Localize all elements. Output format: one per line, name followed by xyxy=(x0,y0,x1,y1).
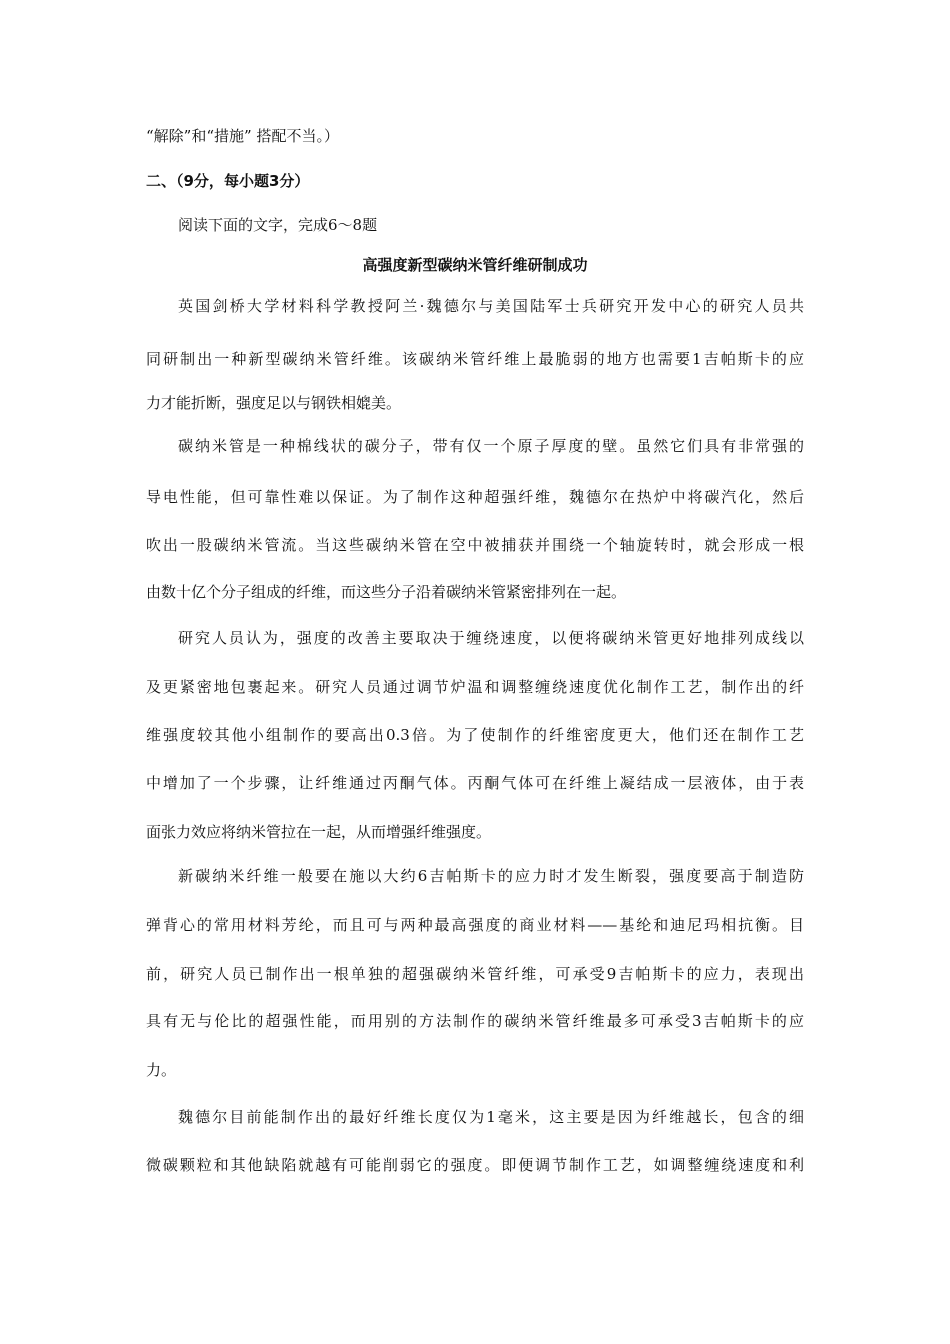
paragraph-line: 面张力效应将纳米管拉在一起，从而增强纤维强度。 xyxy=(146,823,492,841)
instruction-line: 阅读下面的文字，完成6～8题 xyxy=(178,216,378,234)
paragraph-line: 研究人员认为，强度的改善主要取决于缠绕速度，以便将碳纳米管更好地排列成线以 xyxy=(178,629,804,647)
paragraph-line: 由数十亿个分子组成的纤维，而这些分子沿着碳纳米管紧密排列在一起。 xyxy=(146,583,627,601)
paragraph-line: 维强度较其他小组制作的要高出0.3倍。为了使制作的纤维密度更大，他们还在制作工艺 xyxy=(146,726,804,744)
paragraph-line: 及更紧密地包裹起来。研究人员通过调节炉温和调整缠绕速度优化制作工艺，制作出的纤 xyxy=(146,678,804,696)
intro-line: “解除”和“措施” 搭配不当。） xyxy=(146,127,339,145)
paragraph-line: 碳纳米管是一种棉线状的碳分子，带有仅一个原子厚度的壁。虽然它们具有非常强的 xyxy=(178,437,804,455)
paragraph-line: 同研制出一种新型碳纳米管纤维。该碳纳米管纤维上最脆弱的地方也需要1吉帕斯卡的应 xyxy=(146,350,804,368)
article-title: 高强度新型碳纳米管纤维研制成功 xyxy=(362,256,588,274)
paragraph-line: 前，研究人员已制作出一根单独的超强碳纳米管纤维，可承受9吉帕斯卡的应力，表现出 xyxy=(146,965,804,983)
paragraph-line: 弹背心的常用材料芳纶，而且可与两种最高强度的商业材料——基纶和迪尼玛相抗衡。目 xyxy=(146,916,804,934)
paragraph-line: 导电性能，但可靠性难以保证。为了制作这种超强纤维，魏德尔在热炉中将碳汽化，然后 xyxy=(146,488,804,506)
paragraph-line: 中增加了一个步骤，让纤维通过丙酮气体。丙酮气体可在纤维上凝结成一层液体，由于表 xyxy=(146,774,804,792)
paragraph-line: 具有无与伦比的超强性能，而用别的方法制作的碳纳米管纤维最多可承受3吉帕斯卡的应 xyxy=(146,1012,804,1030)
paragraph-line: 魏德尔目前能制作出的最好纤维长度仅为1毫米，这主要是因为纤维越长，包含的细 xyxy=(178,1108,804,1126)
paragraph-line: 吹出一股碳纳米管流。当这些碳纳米管在空中被捕获并围绕一个轴旋转时，就会形成一根 xyxy=(146,536,804,554)
paragraph-line: 力。 xyxy=(146,1061,177,1079)
paragraph-line: 英国剑桥大学材料科学教授阿兰·魏德尔与美国陆军士兵研究开发中心的研究人员共 xyxy=(178,297,804,315)
paragraph-line: 新碳纳米纤维一般要在施以大约6吉帕斯卡的应力时才发生断裂，强度要高于制造防 xyxy=(178,867,804,885)
paragraph-line: 微碳颗粒和其他缺陷就越有可能削弱它的强度。即便调节制作工艺，如调整缠绕速度和利 xyxy=(146,1156,804,1174)
section-heading: 二、（9分，每小题3分） xyxy=(146,172,310,190)
paragraph-line: 力才能折断，强度足以与钢铁相媲美。 xyxy=(146,394,402,412)
